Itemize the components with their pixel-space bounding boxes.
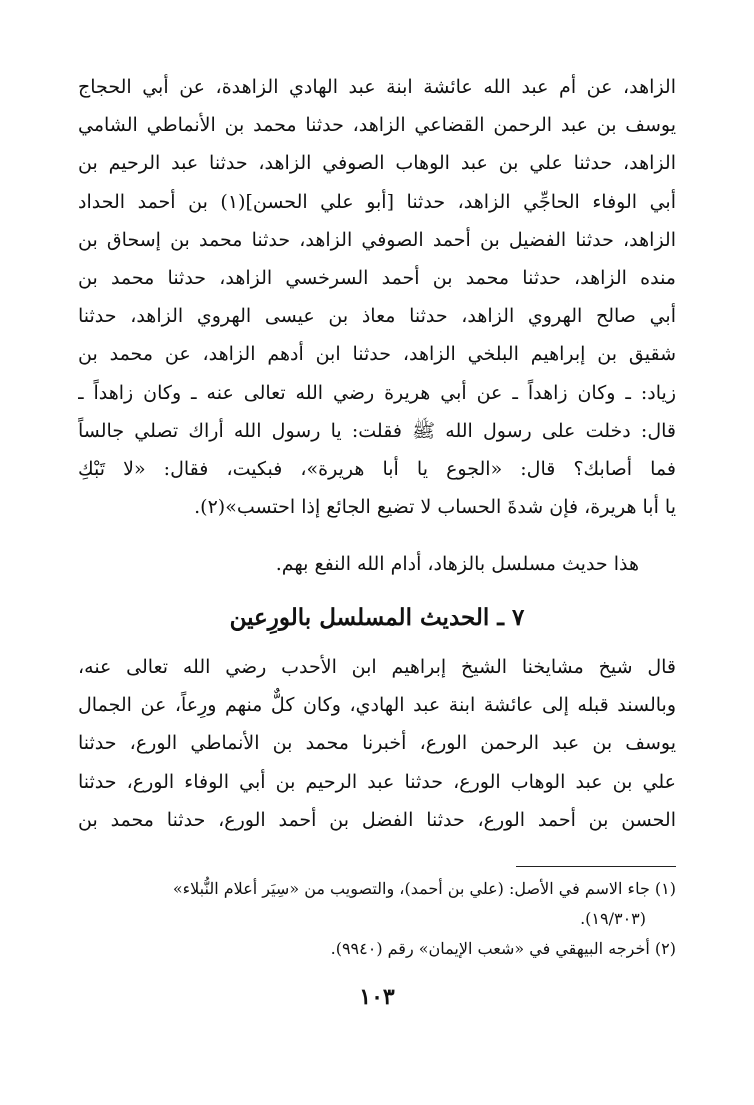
- text-line: زياد: ـ وكان زاهداً ـ عن أبي هريرة رضي الله تعالى عنه ـ وكان زاهداً ـ: [78, 381, 676, 404]
- footnotes: [78, 874, 676, 964]
- text-line: قال: دخلت على رسول الله ﷺ فقلت: يا رسول الله أراك تصلي جالساً: [78, 419, 676, 442]
- text-line: علي بن عبد الوهاب الورع، حدثنا عبد الرحيم بن أبي الوفاء الورع، حدثنا: [78, 770, 676, 793]
- section-heading: ٧ ـ الحديث المسلسل بالورِعين: [229, 604, 525, 631]
- text-line: يا أبا هريرة، فإن شدةَ الحساب لا تضيع الجائع إذا احتسب»(٢).: [194, 496, 676, 519]
- text-line: فما أصابك؟ قال: «الجوع يا أبا هريرة»، فبكيت، فقال: «لا تَبْكِ: [78, 457, 676, 480]
- footnote-1: (١) جاء الاسم في الأصل: (علي بن أحمد)، والتصويب من «سِيَر أعلام النُّبلاء»: [172, 879, 676, 898]
- footnote-2: (٢) أخرجه البيهقي في «شعب الإيمان» رقم (٩٩٤٠).: [330, 939, 676, 958]
- text-line: الزاهد، حدثنا علي بن عبد الوهاب الصوفي الزاهد، حدثنا عبد الرحيم بن: [78, 152, 676, 175]
- text-line: منده الزاهد، حدثنا محمد بن أحمد السرخسي الزاهد، حدثنا محمد بن: [78, 266, 676, 289]
- text-line: الحسن بن أحمد الورع، حدثنا الفضل بن أحمد الورع، حدثنا محمد بن: [78, 808, 676, 831]
- hadith-chain-paragraph: [78, 68, 676, 526]
- section-paragraph: [78, 648, 676, 839]
- text-line: الزاهد، عن أم عبد الله عائشة ابنة عبد الهادي الزاهدة، عن أبي الحجاج: [78, 76, 676, 98]
- page-number: ١٠٣: [359, 984, 395, 1010]
- text-line: قال شيخ مشايخنا الشيخ إبراهيم ابن الأحدب رضي الله تعالى عنه،: [78, 656, 676, 678]
- text-line: يوسف بن عبد الرحمن الورع، أخبرنا محمد بن الأنماطي الورع، حدثنا: [78, 732, 676, 755]
- text-line: يوسف بن عبد الرحمن القضاعي الزاهد، حدثنا محمد بن الأنماطي الشامي: [78, 114, 676, 137]
- footnote-1-continuation: (١٩/٣٠٣).: [580, 909, 646, 928]
- closing-line: هذا حديث مسلسل بالزهاد، أدام الله النفع بهم.: [275, 553, 639, 575]
- text-line: أبي صالح الهروي الزاهد، حدثنا معاذ بن عيسى الهروي الزاهد، حدثنا: [78, 305, 676, 328]
- text-line: أبي الوفاء الحاجِّي الزاهد، حدثنا [أبو علي الحسن](١) بن أحمد الحداد: [78, 190, 676, 213]
- text-line: شقيق بن إبراهيم البلخي الزاهد، حدثنا ابن أدهم الزاهد، عن محمد بن: [78, 343, 676, 366]
- text-line: وبالسند قبله إلى عائشة ابنة عبد الهادي، وكان كلٌّ منهم ورِعاً، عن الجمال: [78, 694, 676, 717]
- text-line: الزاهد، حدثنا الفضيل بن أحمد الصوفي الزاهد، حدثنا محمد بن إسحاق بن: [78, 228, 676, 251]
- footnote-divider: [516, 866, 676, 867]
